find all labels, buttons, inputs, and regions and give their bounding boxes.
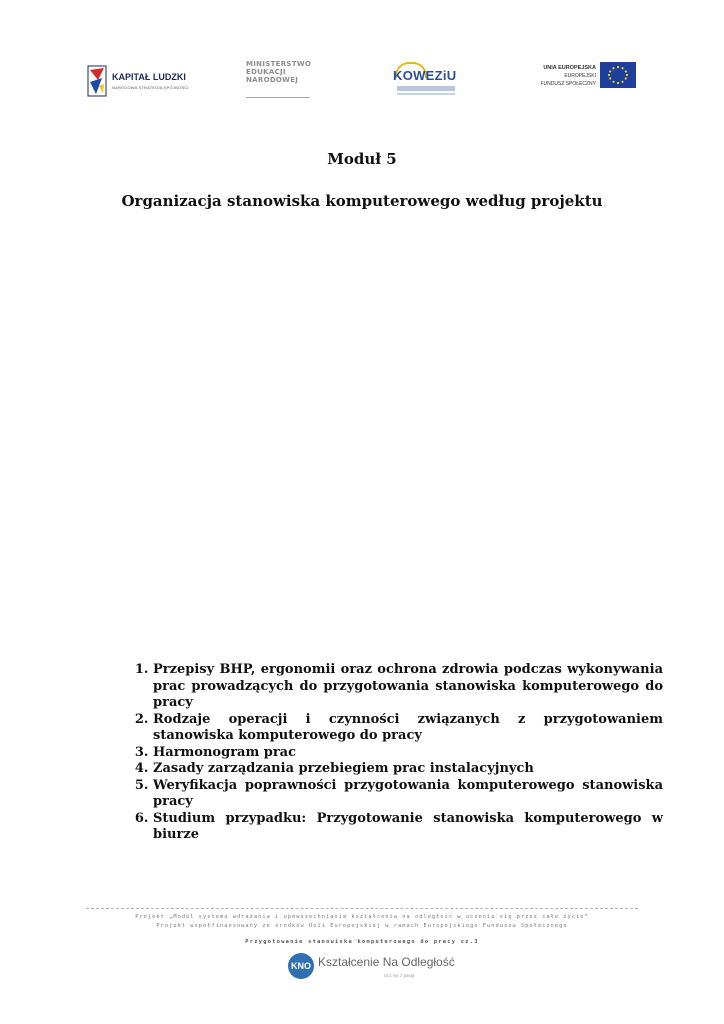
koweziu-subline (397, 86, 455, 91)
module-title: Moduł 5 (327, 150, 397, 168)
footer-course-line: Przygotowanie stanowiska komputerowego do pracy cz.3 (245, 939, 479, 945)
kno-tagline: Ucz się z pasją (384, 973, 415, 978)
toc-item: 5. Weryfikacja poprawności przygotowania komputerowego stanowiska pracy (153, 778, 663, 811)
ue-title: UNIA EUROPEJSKA (543, 65, 596, 71)
ministerstwo-rule (246, 97, 310, 98)
ministerstwo-line: MINISTERSTWO (246, 60, 312, 68)
koweziu-name: KOWEZiU (393, 68, 457, 83)
ue-line: FUNDUSZ SPOŁECZNY (540, 81, 596, 87)
footer-divider (86, 908, 638, 909)
toc-item: 3. Harmonogram prac (153, 745, 663, 762)
kapital-ludzki-title: KAPITAŁ LUDZKI (112, 72, 186, 82)
kno-logo (288, 953, 455, 981)
toc-item: 6. Studium przypadku: Przygotowanie stanowiska komputerowego w biurze (153, 811, 663, 844)
kno-name: Kształcenie Na Odległość (318, 955, 455, 969)
kapital-ludzki-logo (86, 64, 198, 100)
module-subtitle: Organizacja stanowiska komputerowego według projektu (121, 192, 603, 210)
ministerstwo-line: EDUKACJI (246, 68, 286, 76)
toc-item: 4. Zasady zarządzania przebiegiem prac instalacyjnych (153, 761, 663, 778)
koweziu-subline (397, 93, 455, 95)
koweziu-logo (391, 60, 463, 100)
unia-europejska-text (540, 64, 596, 88)
ministerstwo-logo (246, 60, 316, 100)
footer-funding-line: Projekt współfinansowany ze środków Unii Europejskiej w ramach Europejskiego Funduszu Społecznego (156, 923, 568, 929)
unia-europejska-logo (540, 62, 636, 94)
eu-flag-icon (600, 62, 636, 88)
ue-line: EUROPEJSKI (564, 73, 596, 79)
kno-badge-icon: KNO (288, 953, 314, 979)
footer-project-line: Projekt „Model systemu wdrażania i upowszechniania kształcenia na odległość w uczeniu się przez całe życie” (135, 914, 589, 920)
ministerstwo-line: NARODOWEJ (246, 76, 299, 84)
toc-item: 1. Przepisy BHP, ergonomii oraz ochrona zdrowia podczas wykonywania prac prowadzących do przygotowania stanowiska komputerowego do pracy (153, 662, 663, 712)
kapital-ludzki-mark-icon (86, 64, 108, 98)
table-of-contents (128, 662, 663, 844)
toc-item: 2. Rodzaje operacji i czynności związanych z przygotowaniem stanowiska komputerowego do pracy (153, 712, 663, 745)
kapital-ludzki-subtitle: NARODOWA STRATEGIA SPÓJNOŚCI (112, 85, 189, 90)
header-logos (0, 58, 724, 108)
